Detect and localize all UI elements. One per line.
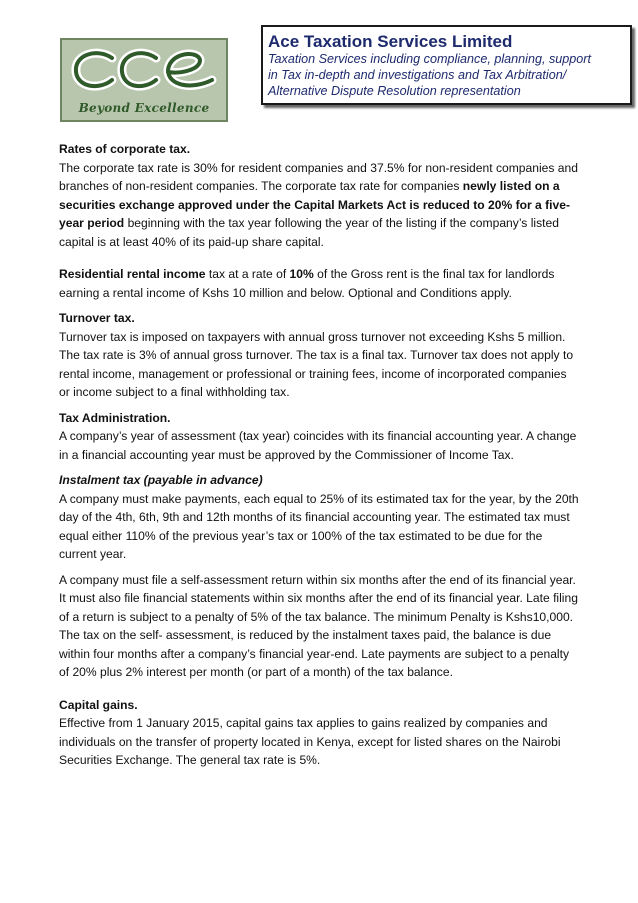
company-logo — [60, 38, 228, 122]
company-tagline-line: Alternative Dispute Resolution representation — [268, 84, 521, 98]
company-tagline-line: in Tax in-depth and investigations and Tax Arbitration/ — [268, 68, 567, 82]
section-heading: Capital gains. — [59, 697, 138, 712]
rental-income-paragraph: Residential rental income tax at a rate of 10% of the Gross rent is the final tax for landlords earning a rental income of Kshs 10 million and below. Optional and Conditions apply. — [59, 267, 555, 300]
section-heading: Turnover tax. — [59, 311, 135, 325]
instalment-tax-paragraph: A company must make payments, each equal to 25% of its estimated tax for the year, by the 20th day of the 4th, 6th, 9th and 12th months of its financial accounting year. The estimated tax must equal either 110% of the previous year’s tax or 100% of the tax estimated to be due for the current year. — [59, 491, 579, 561]
document-body — [59, 140, 579, 770]
tax-administration-paragraph: A company’s year of assessment (tax year) coincides with its financial accounting year. A change in a financial accounting year must be approved by the Commissioner of Income Tax. — [59, 429, 577, 462]
section-heading: Instalment tax (payable in advance) — [59, 473, 263, 487]
company-name: Ace Taxation Services Limited — [268, 32, 513, 51]
company-banner — [261, 25, 632, 105]
self-assessment-paragraph: A company must file a self-assessment return within six months after the end of its financial year. It must also file financial statements within six months after the end of its financial year. Late filing of a return is subject to a penalty of 5% of the tax balance. The minimum Penalty is Kshs10,000. The tax on the self- assessment, is reduced by the instalment taxes paid, the balance is due within four months after a company’s financial year-end. Late payments are subject to a penalty of 20% plus 2% interest per month (or part of a month) of the tax balance. — [59, 572, 578, 679]
turnover-tax-paragraph: Turnover tax is imposed on taxpayers with annual gross turnover not exceeding Kshs 5 million. The tax rate is 3% of annual gross turnover. The tax is a final tax. Turnover tax does not apply to rental income, management or professional or training fees, income of incorporated companies or income subject to a final withholding tax. — [59, 329, 574, 399]
section-heading: Rates of corporate tax. — [59, 142, 191, 156]
logo-tagline: Beyond Excellence — [78, 101, 210, 115]
corporate-tax-paragraph: The corporate tax rate is 30% for resident companies and 37.5% for non-resident companies and branches of non-resident companies. The corporate tax rate for companies newly listed on a securities exchange approved under the Capital Markets Act is reduced to 20% for a five-year period beginning with the tax year following the year of the listing if the company’s listed capital is at least 40% of its paid-up share capital. — [59, 160, 578, 249]
capital-gains-paragraph: Effective from 1 January 2015, capital gains tax applies to gains realized by companies and individuals on the transfer of property located in Kenya, except for listed shares on the Nairobi Securities Exchange. The general tax rate is 5%. — [59, 716, 561, 767]
company-tagline-line: Taxation Services including compliance, planning, support — [268, 52, 591, 66]
ace-logo-mark — [68, 46, 220, 98]
section-heading: Tax Administration. — [59, 410, 171, 425]
